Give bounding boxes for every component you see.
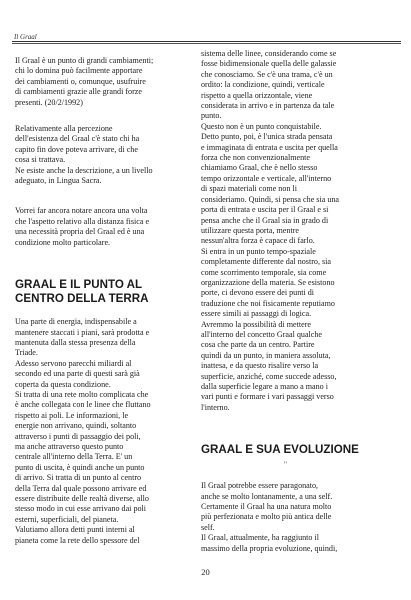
running-head: Il Graal xyxy=(14,33,37,41)
header-rule-secondary xyxy=(12,43,401,44)
left-paragraph-3: Vorrei far ancora notare ancora una volta che l'aspetto relativo alla distanza fisica e una necessità propria del Graal ed è una condizione molto particolare. xyxy=(15,206,150,247)
right-paragraph-2: Il Graal potrebbe essere paragonato, anche se molto lontanamente, a una self. Certamente il Graal ha una natura molto più perfezionata e molto più antica delle self. Il Graal, attualmente, ha raggiunto il massimo della propria evoluzione, quindi, xyxy=(201,481,338,553)
left-paragraph-4: Una parte di energia, indispensabile a mantenere staccati i piani, sarà prodotta e mantenuta dalla stessa presenza della Triade. Adesso servono parecchi miliardi al secondo ed una parte di questi sarà già coperta da questa condizione. Si tratta di una rete molto complicata che è anche collegata con le linee che fluttano rispetto ai poli. Le informazioni, le energie non arrivano, quindi, soltanto attraverso i punti di passaggio dei poli, ma anche attraverso questo punto centrale all'interno della Terra. E' un punto di uscita, è quindi anche un punto di arrivo. Si tratta di un punto al centro della Terra dal quale possono arrivare ed essere distribuite delle realtà diverse, allo stesso modo in cui esse arrivano dai poli esterni, superficiali, del pianeta. Valutiamo allora detti punti interni al pianeta come la rete dello spessore del xyxy=(15,317,151,545)
page-number: 20 xyxy=(201,567,210,577)
left-column xyxy=(15,56,184,546)
header-rule xyxy=(12,41,401,42)
heading-ornament-mark: " xyxy=(283,460,288,470)
left-paragraph-1: Il Graal è un punto di grandi cambiamenti; chi lo domina può facilmente apportare dei cambiamenti o, comunque, usufruire di cambiamenti grazie alle grandi forze presenti. (20/2/1992) xyxy=(15,56,154,107)
section-heading-centro-terra: GRAAL E IL PUNTO AL CENTRO DELLA TERRA xyxy=(15,278,149,306)
right-paragraph-1: sistema delle linee, considerando come se fosse bidimensionale quella delle galassie che conosciamo. Se c'è una trama, c'è un ordito: la condizione, quindi, verticale rispetto a quella orizzontale, viene considerata in arrivo e in partenza da tale punto. Questo non è un punto conquistabile. Detto punto, poi, è l'unica strada pensata e immaginata di entrata e uscita per quella forza che non convenzionalmente chiamiamo Graal, che è nello stesso tempo orizzontale e verticale, all'interno di spazi materiali come non li consideriamo. Quindi, si pensa che sia una porta di entrata e uscita per il Graal e si pensa anche che il Graal sia in grado di utilizzare questa porta, mentre nessun'altra forza è capace di farlo. Si entra in un punto tempo-spaziale completamente differente dal nostro, sia come scorrimento temporale, sia come organizzazione della materia. Se esistono porte, ci devono essere dei punti di traduzione che noi fisicamente reputiamo essere simili ai passaggi di logica. Avremmo la possibilità di mettere all'interno del concetto Graal qualche cosa che parte da un centro. Partire quindi da un punto, in maniera assoluta, inattesa, e da questo risalire verso la superficie, anziché, come succede adesso, dalla superficie legare a mano a mano i vari punti e formare i vari passaggi verso l'interno. xyxy=(201,49,340,412)
section-heading-evoluzione: GRAAL E SUA EVOLUZIONE xyxy=(201,443,359,457)
right-column xyxy=(201,49,370,554)
left-paragraph-2: Relativamente alla percezione dell'esistenza del Graal c'è stato chi ha capito fin dove poteva arrivare, di che cosa si trattava. Ne esiste anche la descrizione, a un livello adeguato, in Lingua Sacra. xyxy=(15,124,153,186)
